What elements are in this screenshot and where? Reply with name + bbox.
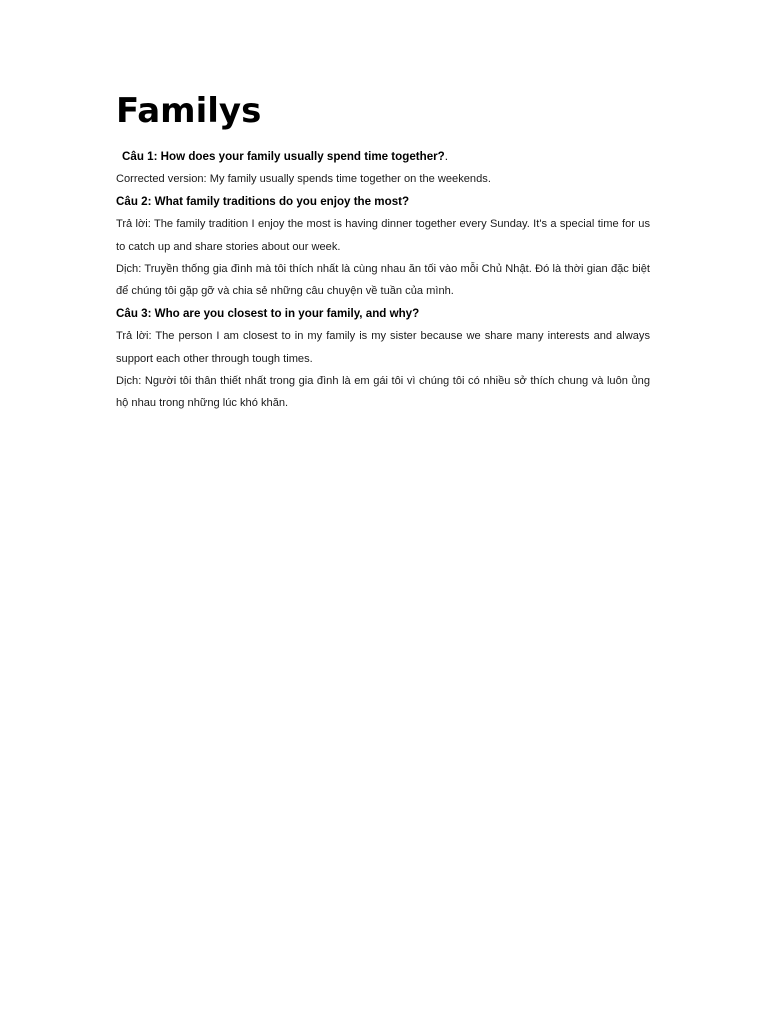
question-3-translation: Dịch: Người tôi thân thiết nhất trong gia đình là em gái tôi vì chúng tôi có nhiều sở thích chung và luôn ủng hộ nhau trong những lúc khó khăn. (116, 375, 650, 410)
document-title: Familys (116, 91, 262, 131)
question-3: Câu 3: Who are you closest to in your family, and why? (116, 306, 420, 320)
question-1-answer: Corrected version: My family usually spends time together on the weekends. (116, 173, 491, 186)
question-1-trailing-period: . (444, 150, 448, 163)
question-1-label: Câu 1: How does your family usually spend time together? (122, 150, 445, 163)
question-2: Câu 2: What family traditions do you enjoy the most? (116, 194, 410, 208)
question-3-answer: Trả lời: The person I am closest to in my family is my sister because we share many interests and always support each other through tough times. (116, 330, 650, 365)
document-body (116, 88, 650, 415)
question-2-translation: Dịch: Truyền thống gia đình mà tôi thích nhất là cùng nhau ăn tối vào mỗi Chủ Nhật. Đó là thời gian đặc biệt để chúng tôi gặp gỡ và chia sẻ những câu chuyện về tuần của mình. (116, 263, 650, 298)
question-2-answer: Trả lời: The family tradition I enjoy the most is having dinner together every Sunday. It's a special time for us to catch up and share stories about our week. (116, 218, 650, 253)
question-1 (116, 146, 650, 168)
